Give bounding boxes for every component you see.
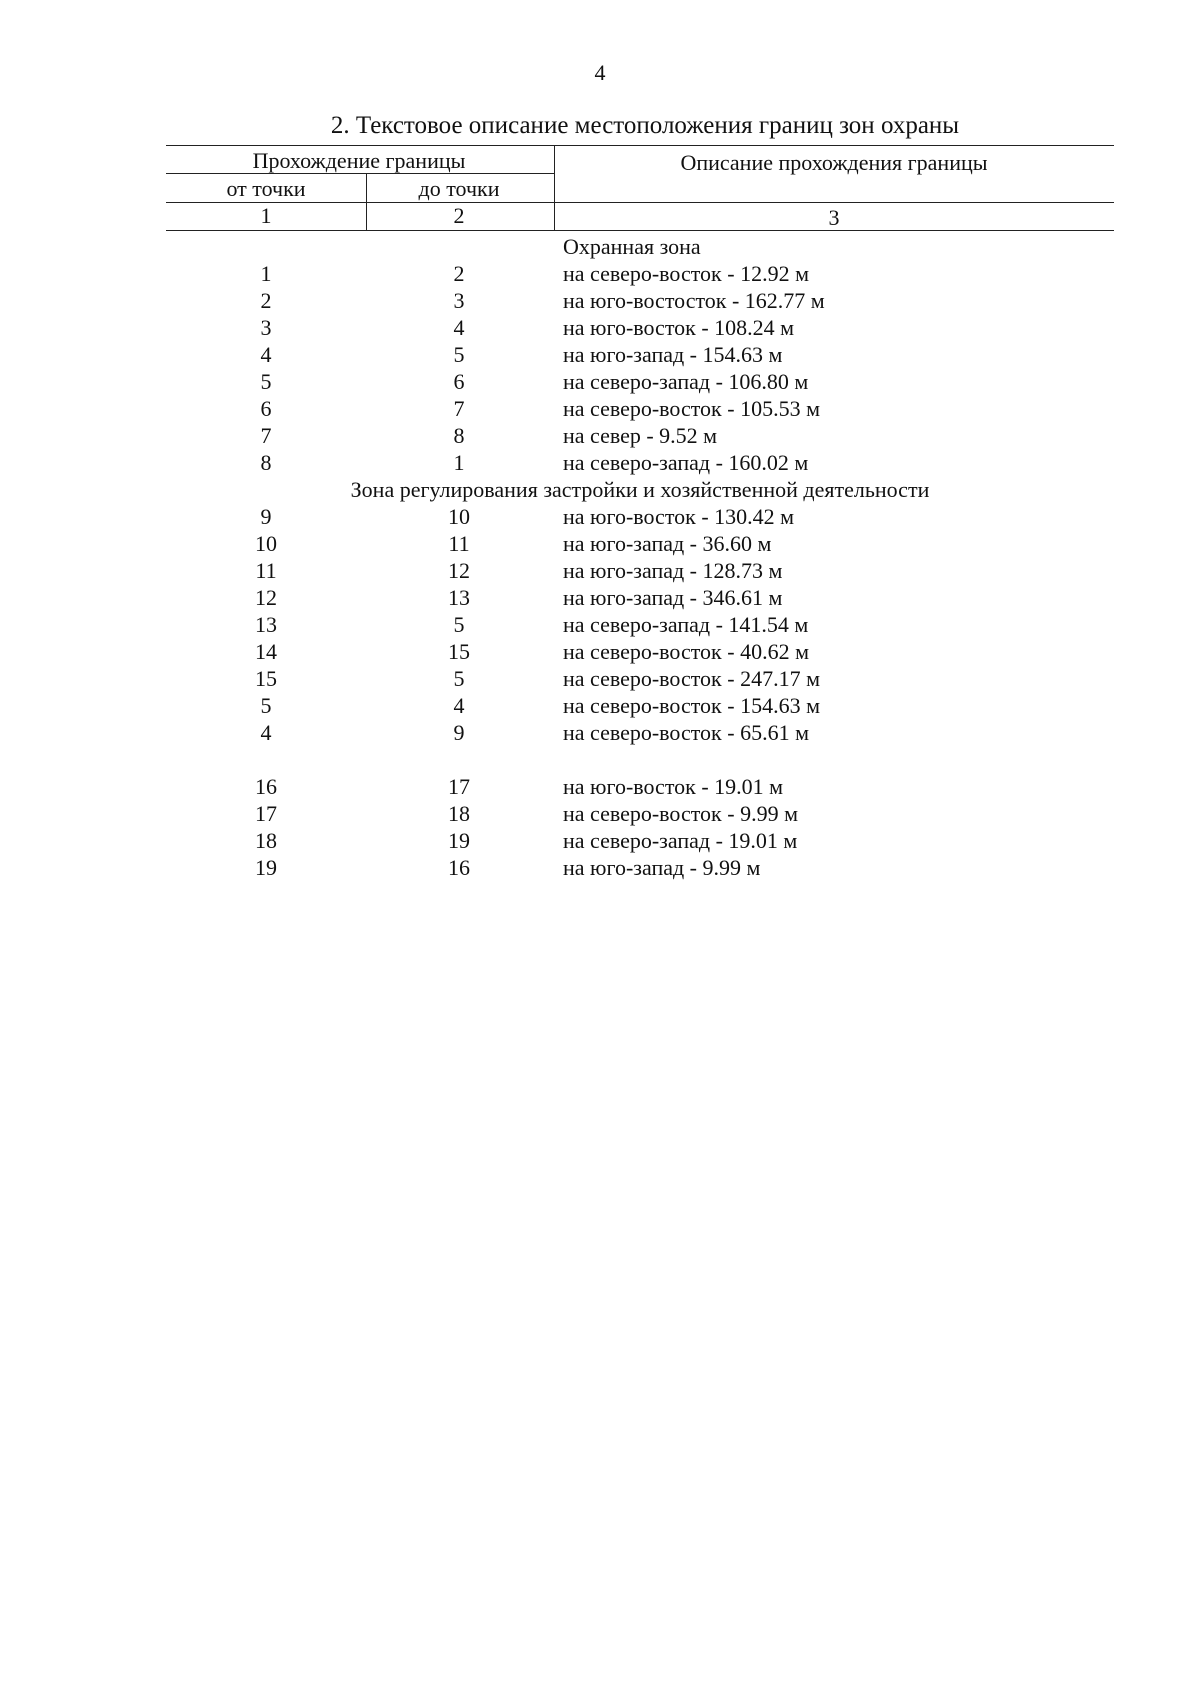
document-title: 2. Текстовое описание местоположения границ зон охраны bbox=[330, 112, 960, 139]
boundary-description: на северо-восток - 65.61 м bbox=[563, 720, 809, 745]
to-point: 5 bbox=[453, 612, 465, 637]
from-point: 12 bbox=[255, 585, 277, 610]
to-point: 5 bbox=[453, 342, 465, 367]
to-point: 12 bbox=[448, 558, 470, 583]
to-point: 4 bbox=[453, 315, 465, 340]
to-point: 3 bbox=[453, 288, 465, 313]
boundary-description: на юго-запад - 128.73 м bbox=[563, 558, 783, 583]
to-point: 4 bbox=[453, 693, 465, 718]
to-point: 6 bbox=[453, 369, 465, 394]
from-point: 4 bbox=[260, 720, 272, 745]
boundary-description: на север - 9.52 м bbox=[563, 423, 718, 448]
header-from-label: от точки bbox=[226, 176, 306, 201]
from-point: 15 bbox=[255, 666, 277, 691]
boundary-description: на северо-запад - 19.01 м bbox=[563, 828, 798, 853]
from-point: 6 bbox=[260, 396, 272, 421]
to-point: 7 bbox=[453, 396, 465, 421]
boundary-description: на северо-запад - 106.80 м bbox=[563, 369, 809, 394]
from-point: 14 bbox=[255, 639, 277, 664]
from-point: 18 bbox=[255, 828, 277, 853]
boundary-description: на северо-восток - 40.62 м bbox=[563, 639, 809, 664]
boundary-description: на юго-восток - 130.42 м bbox=[563, 504, 795, 529]
boundary-description: на юго-запад - 36.60 м bbox=[563, 531, 772, 556]
boundary-description: на юго-запад - 9.99 м bbox=[563, 855, 761, 880]
to-point: 18 bbox=[448, 801, 470, 826]
to-point: 8 bbox=[453, 423, 465, 448]
boundary-description: на юго-запад - 346.61 м bbox=[563, 585, 783, 610]
column-number-3: 3 bbox=[828, 205, 840, 230]
from-point: 8 bbox=[260, 450, 272, 475]
to-point: 1 bbox=[453, 450, 465, 475]
from-point: 1 bbox=[260, 261, 272, 286]
to-point: 2 bbox=[453, 261, 465, 286]
from-point: 11 bbox=[255, 558, 277, 583]
boundary-description: на северо-восток - 12.92 м bbox=[563, 261, 809, 286]
boundary-description: на юго-востосток - 162.77 м bbox=[563, 288, 825, 313]
boundary-description: на северо-запад - 141.54 м bbox=[563, 612, 809, 637]
column-number-2: 2 bbox=[453, 203, 465, 228]
from-point: 5 bbox=[260, 693, 272, 718]
boundary-description: на юго-восток - 108.24 м bbox=[563, 315, 795, 340]
to-point: 10 bbox=[448, 504, 470, 529]
boundary-description: на юго-запад - 154.63 м bbox=[563, 342, 783, 367]
to-point: 11 bbox=[448, 531, 470, 556]
from-point: 19 bbox=[255, 855, 277, 880]
from-point: 13 bbox=[255, 612, 277, 637]
from-point: 2 bbox=[260, 288, 272, 313]
header-to-label: до точки bbox=[418, 176, 500, 201]
to-point: 17 bbox=[448, 774, 470, 799]
from-point: 17 bbox=[255, 801, 277, 826]
header-description-label: Описание прохождения границы bbox=[680, 150, 988, 175]
from-point: 16 bbox=[255, 774, 277, 799]
table-top-rule bbox=[166, 145, 1114, 146]
to-point: 19 bbox=[448, 828, 470, 853]
to-point: 15 bbox=[448, 639, 470, 664]
boundary-description: на северо-восток - 9.99 м bbox=[563, 801, 798, 826]
to-point: 13 bbox=[448, 585, 470, 610]
page-number: 4 bbox=[594, 60, 606, 85]
to-point: 5 bbox=[453, 666, 465, 691]
header-group-label: Прохождение границы bbox=[252, 148, 466, 173]
boundary-description: на северо-восток - 154.63 м bbox=[563, 693, 820, 718]
to-point: 16 bbox=[448, 855, 470, 880]
boundary-description: на северо-запад - 160.02 м bbox=[563, 450, 809, 475]
from-point: 9 bbox=[260, 504, 272, 529]
zone-heading-protection: Охранная зона bbox=[563, 234, 701, 259]
to-point: 9 bbox=[453, 720, 465, 745]
from-point: 4 bbox=[260, 342, 272, 367]
from-point: 7 bbox=[260, 423, 272, 448]
from-point: 5 bbox=[260, 369, 272, 394]
column-number-1: 1 bbox=[260, 203, 272, 228]
from-point: 10 bbox=[255, 531, 277, 556]
zone-heading-regulation: Зона регулирования застройки и хозяйственной деятельности bbox=[350, 477, 930, 502]
boundary-description: на юго-восток - 19.01 м bbox=[563, 774, 784, 799]
from-point: 3 bbox=[260, 315, 272, 340]
boundary-description: на северо-восток - 105.53 м bbox=[563, 396, 820, 421]
boundary-description: на северо-восток - 247.17 м bbox=[563, 666, 820, 691]
